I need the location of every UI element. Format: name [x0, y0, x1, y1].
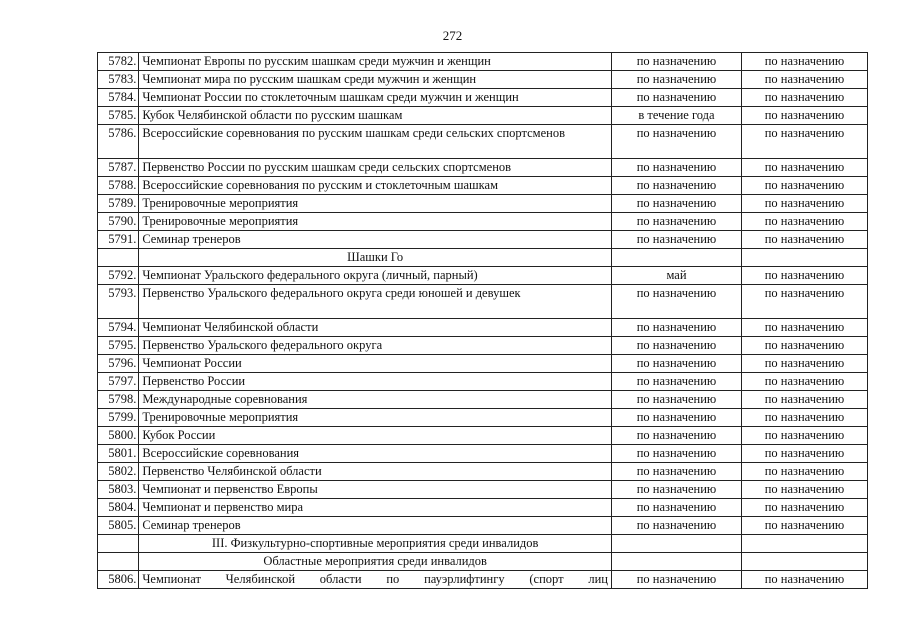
empty-cell — [98, 535, 139, 553]
event-place: по назначению — [741, 409, 867, 427]
event-name: Первенство Челябинской области — [139, 463, 612, 481]
table-row — [98, 285, 868, 319]
event-name: Чемпионат Уральского федерального округа (личный, парный) — [139, 267, 612, 285]
event-date: по назначению — [611, 53, 741, 71]
event-name: Первенство Уральского федерального округа — [139, 337, 612, 355]
event-name: Первенство России по русским шашкам среди сельских спортсменов — [139, 159, 612, 177]
table-row — [98, 319, 868, 337]
event-place: по назначению — [741, 89, 867, 107]
section-title: III. Физкультурно-спортивные мероприятия среди инвалидов — [139, 535, 612, 553]
event-date: по назначению — [611, 427, 741, 445]
empty-cell — [741, 249, 867, 267]
row-number: 5788. — [98, 177, 139, 195]
row-number: 5783. — [98, 71, 139, 89]
table-row — [98, 195, 868, 213]
event-name: Кубок Челябинской области по русским шашкам — [139, 107, 612, 125]
row-number: 5786. — [98, 125, 139, 159]
empty-cell — [611, 553, 741, 571]
event-place: по назначению — [741, 213, 867, 231]
event-date: по назначению — [611, 571, 741, 589]
row-number: 5795. — [98, 337, 139, 355]
table-row — [98, 213, 868, 231]
event-date: по назначению — [611, 71, 741, 89]
row-number: 5799. — [98, 409, 139, 427]
event-name: Первенство Уральского федерального округа среди юношей и девушек — [139, 285, 612, 319]
event-date: по назначению — [611, 355, 741, 373]
row-number: 5793. — [98, 285, 139, 319]
table-row — [98, 463, 868, 481]
event-date: по назначению — [611, 409, 741, 427]
event-name: Тренировочные мероприятия — [139, 409, 612, 427]
event-place: по назначению — [741, 107, 867, 125]
event-name: Чемпионат и первенство мира — [139, 499, 612, 517]
event-name: Первенство России — [139, 373, 612, 391]
row-number: 5802. — [98, 463, 139, 481]
event-date: по назначению — [611, 195, 741, 213]
table-row — [98, 89, 868, 107]
section-header-row — [98, 535, 868, 553]
section-title: Шашки Го — [139, 249, 612, 267]
event-name: Чемпионат Европы по русским шашкам среди мужчин и женщин — [139, 53, 612, 71]
table-row — [98, 125, 868, 159]
table-row — [98, 427, 868, 445]
event-place: по назначению — [741, 337, 867, 355]
event-date: по назначению — [611, 499, 741, 517]
event-date: в течение года — [611, 107, 741, 125]
event-date: по назначению — [611, 89, 741, 107]
event-date: по назначению — [611, 177, 741, 195]
event-date: по назначению — [611, 391, 741, 409]
table-row — [98, 71, 868, 89]
events-table — [97, 52, 868, 589]
row-number: 5797. — [98, 373, 139, 391]
empty-cell — [98, 553, 139, 571]
event-place: по назначению — [741, 125, 867, 159]
event-name: Тренировочные мероприятия — [139, 213, 612, 231]
row-number: 5794. — [98, 319, 139, 337]
event-place: по назначению — [741, 481, 867, 499]
event-name: Международные соревнования — [139, 391, 612, 409]
event-name: Чемпионат России по стоклеточным шашкам среди мужчин и женщин — [139, 89, 612, 107]
event-date: по назначению — [611, 285, 741, 319]
events-table-body — [98, 53, 868, 589]
row-number: 5804. — [98, 499, 139, 517]
event-date: по назначению — [611, 463, 741, 481]
table-row — [98, 481, 868, 499]
table-row — [98, 571, 868, 589]
event-name: Чемпионат России — [139, 355, 612, 373]
event-date: по назначению — [611, 125, 741, 159]
section-header-row — [98, 553, 868, 571]
event-place: по назначению — [741, 463, 867, 481]
event-place: по назначению — [741, 571, 867, 589]
empty-cell — [611, 249, 741, 267]
event-place: по назначению — [741, 285, 867, 319]
empty-cell — [611, 535, 741, 553]
event-place: по назначению — [741, 445, 867, 463]
row-number: 5806. — [98, 571, 139, 589]
row-number: 5796. — [98, 355, 139, 373]
row-number: 5803. — [98, 481, 139, 499]
table-row — [98, 409, 868, 427]
event-name: Чемпионат мира по русским шашкам среди мужчин и женщин — [139, 71, 612, 89]
empty-cell — [741, 553, 867, 571]
table-row — [98, 53, 868, 71]
event-place: по назначению — [741, 355, 867, 373]
table-row — [98, 267, 868, 285]
row-number: 5792. — [98, 267, 139, 285]
row-number: 5790. — [98, 213, 139, 231]
row-number: 5791. — [98, 231, 139, 249]
section-title: Областные мероприятия среди инвалидов — [139, 553, 612, 571]
row-number: 5801. — [98, 445, 139, 463]
table-row — [98, 159, 868, 177]
row-number: 5782. — [98, 53, 139, 71]
event-name: Кубок России — [139, 427, 612, 445]
event-name: Всероссийские соревнования по русским шашкам среди сельских спортсменов — [139, 125, 612, 159]
event-place: по назначению — [741, 177, 867, 195]
event-date: по назначению — [611, 319, 741, 337]
row-number: 5787. — [98, 159, 139, 177]
event-date: по назначению — [611, 481, 741, 499]
row-number: 5800. — [98, 427, 139, 445]
event-name: Чемпионат и первенство Европы — [139, 481, 612, 499]
event-place: по назначению — [741, 231, 867, 249]
event-name: Семинар тренеров — [139, 517, 612, 535]
event-date: май — [611, 267, 741, 285]
section-header-row — [98, 249, 868, 267]
event-name: Тренировочные мероприятия — [139, 195, 612, 213]
event-name: Чемпионат Челябинской области по пауэрлифтингу (спорт лиц — [139, 571, 612, 589]
row-number: 5785. — [98, 107, 139, 125]
event-date: по назначению — [611, 231, 741, 249]
event-name: Чемпионат Челябинской области — [139, 319, 612, 337]
row-number: 5784. — [98, 89, 139, 107]
table-row — [98, 373, 868, 391]
table-row — [98, 391, 868, 409]
event-date: по назначению — [611, 517, 741, 535]
table-row — [98, 337, 868, 355]
table-row — [98, 177, 868, 195]
event-place: по назначению — [741, 373, 867, 391]
empty-cell — [741, 535, 867, 553]
event-name: Всероссийские соревнования по русским и стоклеточным шашкам — [139, 177, 612, 195]
table-row — [98, 231, 868, 249]
event-name: Всероссийские соревнования — [139, 445, 612, 463]
event-place: по назначению — [741, 499, 867, 517]
empty-cell — [98, 249, 139, 267]
table-row — [98, 355, 868, 373]
event-date: по назначению — [611, 445, 741, 463]
event-date: по назначению — [611, 159, 741, 177]
event-date: по назначению — [611, 373, 741, 391]
event-place: по назначению — [741, 195, 867, 213]
table-row — [98, 517, 868, 535]
event-place: по назначению — [741, 53, 867, 71]
table-row — [98, 499, 868, 517]
event-place: по назначению — [741, 517, 867, 535]
event-date: по назначению — [611, 213, 741, 231]
row-number: 5805. — [98, 517, 139, 535]
event-name: Семинар тренеров — [139, 231, 612, 249]
row-number: 5798. — [98, 391, 139, 409]
table-row — [98, 445, 868, 463]
row-number: 5789. — [98, 195, 139, 213]
table-row — [98, 107, 868, 125]
event-place: по назначению — [741, 267, 867, 285]
event-place: по назначению — [741, 391, 867, 409]
page-number: 272 — [442, 28, 463, 43]
event-place: по назначению — [741, 71, 867, 89]
event-place: по назначению — [741, 427, 867, 445]
event-place: по назначению — [741, 319, 867, 337]
event-place: по назначению — [741, 159, 867, 177]
event-date: по назначению — [611, 337, 741, 355]
